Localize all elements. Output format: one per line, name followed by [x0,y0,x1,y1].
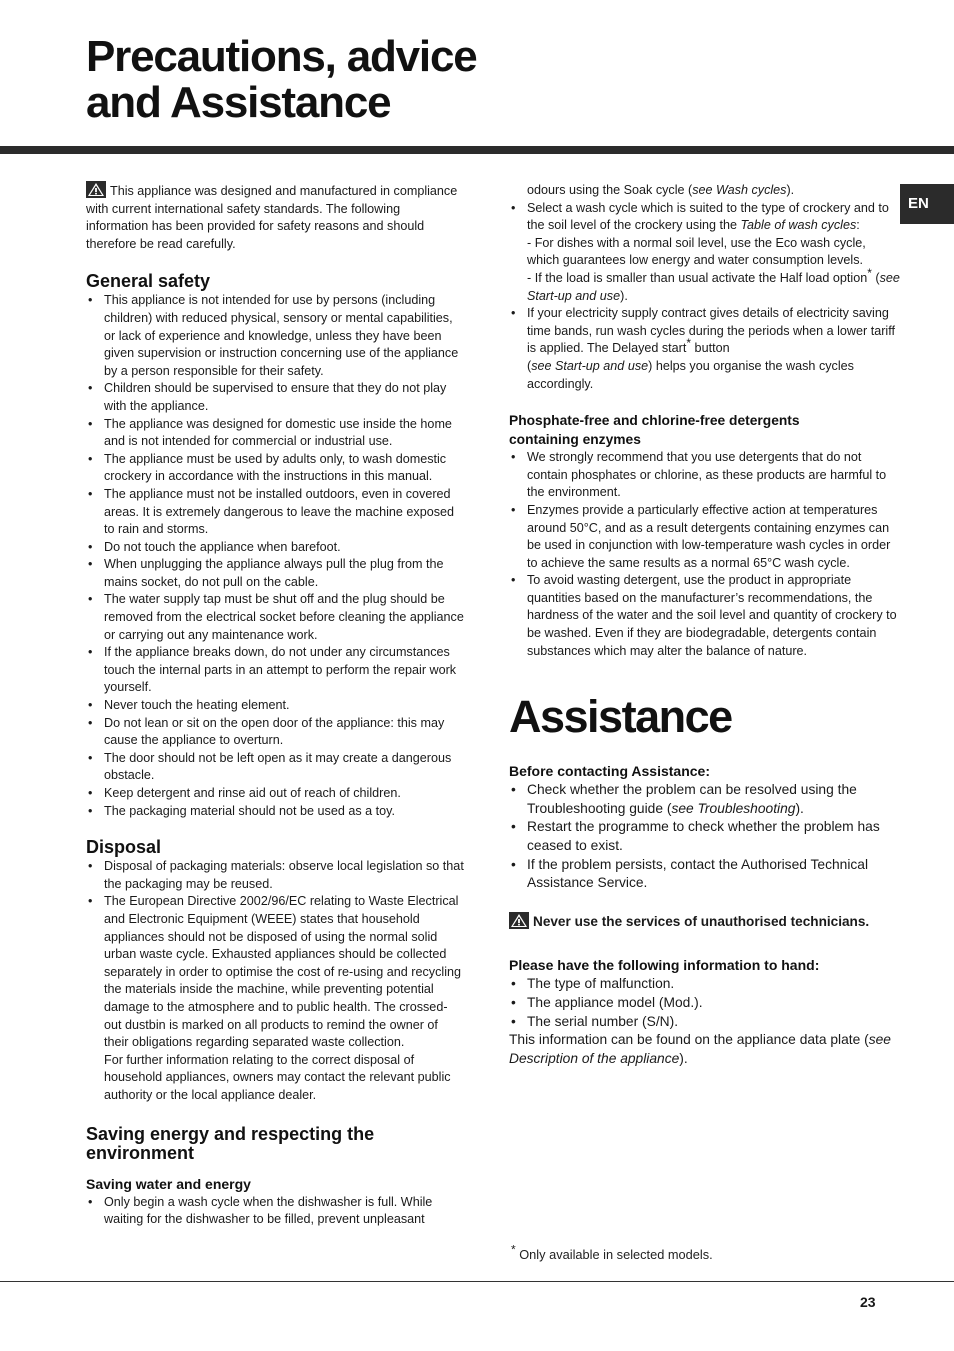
saving-water-heading: Saving water and energy [86,1175,251,1192]
list-item: • We strongly recommend that you use detergents that do not contain phosphates or chlorine, as these products are harmful to the environment. [509,449,901,502]
list-item: • The appliance model (Mod.). [509,994,901,1013]
disposal-heading: Disposal [86,837,162,858]
footnote-text: Only available in selected models. [515,1247,713,1262]
plate-text: This information can be found on the appliance data plate ( [509,1032,869,1048]
footnote [511,1242,713,1262]
check-close: ). [795,800,804,816]
half-load-text [527,265,901,305]
list-item: • The water supply tap must be shut off and the plug should be removed from the electrical socket before cleaning the appliance or carrying out any maintenance work. [86,591,464,644]
list-item: • If the appliance breaks down, do not under any circumstances touch the internal parts in an attempt to perform the repair work yourself. [86,644,464,697]
list-item: • The appliance must not be installed outdoors, even in covered areas. It is extremely dangerous to leave the machine exposed to rain and storms. [86,486,464,539]
general-safety-list [86,292,464,820]
page-number: 23 [860,1294,876,1310]
list-item: • The packaging material should not be used as a toy. [86,803,464,821]
list-item [509,781,901,818]
list-item: • When unplugging the appliance always pull the plug from the mains socket, do not pull on the cable. [86,556,464,591]
list-item: • Restart the programme to check whether the problem has ceased to exist. [509,818,901,855]
select-cycle-text: Select a wash cycle which is suited to the type of crockery and to the soil level of the crockery using the [527,200,889,233]
open-paren: ( [871,270,880,285]
list-item: • This appliance is not intended for use by persons (including children) with reduced physical, sensory or mental capabilities, or lack of experience and knowledge, unless they have been given supervision or instruction concerning use of the appliance by a person responsible for their safety. [86,292,464,380]
weee-text: The European Directive 2002/96/EC relating to Waste Electrical and Electronic Equipment (WEEE) states that household appliances should not be disposed of using the normal solid urban waste cycle. Exhausted appliances should be collected separately in order to optimise the cost of re-using and recycling the materials inside the machine, while preventing potential damage to the atmosphere and to public health. The crossed-out dustbin is marked on all products to remind the owner of their obligations regarding separated waste collection. [104,894,462,1050]
tariff-close: ) helps you organise the wash cycles accordingly. [527,358,854,391]
weee-extra-text: For further information relating to the correct disposal of household appliances, owners may contact the relevant public authority or the local appliance dealer. [104,1052,451,1102]
language-tab: EN [900,184,954,224]
right-column [509,182,901,1068]
list-item: • The serial number (S/N). [509,1013,901,1032]
phosphate-list [509,449,901,660]
general-safety-heading: General safety [86,271,211,292]
eco-cycle-text: - For dishes with a normal soil level, use the Eco wash cycle, which guarantees low energy and water consumption levels. [527,235,866,268]
warning-triangle-icon [86,181,106,198]
intro-paragraph [86,181,464,253]
warning-triangle-icon [509,912,529,929]
disposal-list [86,858,464,1104]
troubleshooting-reference: see Troubleshooting [671,800,796,816]
list-item: • Do not touch the appliance when barefoot. [86,539,464,557]
intro-text: This appliance was designed and manufactured in compliance with current international safety standards. The following information has been provided for safety reasons and should therefore be read carefully. [86,184,458,251]
list-item: • The door should not be left open as it may create a dangerous obstacle. [86,750,464,785]
plate-close: ). [679,1050,688,1066]
tariff-text: If your electricity supply contract gives details of electricity saving time bands, run wash cycles during the periods when a lower tariff is applied. The Delayed start [527,306,895,356]
page-title-line-2: and Assistance [86,78,391,127]
select-cycle-colon: : [856,218,860,233]
energy-list [86,1194,464,1229]
list-item [509,200,901,306]
list-item: • The type of malfunction. [509,975,901,994]
energy-heading: Saving energy and respecting the environment [86,1123,375,1163]
start-up-reference: see Start-up and use [527,270,900,303]
technician-warning [509,912,901,931]
asterisk-mark: * [686,336,692,351]
soak-text: odours using the Soak cycle ( [527,183,693,197]
list-item: • Disposal of packaging materials: observe local legislation so that the packaging may be reused. [86,858,464,893]
info-list [509,975,901,1031]
check-text: Check whether the problem can be resolved using the Troubleshooting guide ( [527,782,857,816]
list-item [509,305,901,393]
appliance-description-reference: see Description of the appliance [509,1032,891,1066]
footer-rule [0,1281,954,1282]
list-item: • To avoid wasting detergent, use the product in appropriate quantities based on the manufacturer’s recommendations, the hardness of the water and the soil level and quantity of crockery to be washed. Even if they are biodegradable, detergents contain substances which may alter the balance of nature. [509,572,901,660]
list-item: • Never touch the heating element. [86,697,464,715]
before-contacting-heading: Before contacting Assistance: [509,763,710,780]
wash-table-reference: Table of wash cycles [740,218,857,233]
info-heading: Please have the following information to hand: [509,957,820,974]
before-contacting-list [509,781,901,893]
phosphate-heading: Phosphate-free and chlorine-free detergents containing enzymes [509,413,800,448]
list-item [86,893,464,1104]
technician-warning-text: Never use the services of unauthorised technicians. [533,913,870,929]
left-column [86,181,464,1229]
list-item: • The appliance must be used by adults only, to wash domestic crockery in accordance with the instructions in this manual. [86,451,464,486]
page-title-line-1: Precautions, advice [86,32,477,81]
data-plate-text [509,1031,901,1068]
list-item: • Keep detergent and rinse aid out of reach of children. [86,785,464,803]
assistance-title: Assistance [509,691,732,743]
asterisk-mark: * [867,265,872,280]
page-title [86,34,477,126]
list-item: • Only begin a wash cycle when the dishwasher is full. While waiting for the dishwasher to be filled, prevent unpleasant [86,1194,464,1229]
close-paren: ). [620,288,628,303]
list-item: • Children should be supervised to ensure that they do not play with the appliance. [86,380,464,415]
footnote-asterisk: * [511,1242,516,1257]
energy-list-continued [509,200,901,394]
list-item: • Enzymes provide a particularly effective action at temperatures around 50°C, and as a result detergents containing enzymes can be used in conjunction with low-temperature wash cycles in order to achieve the same results as a normal 65°C wash cycle. [509,502,901,572]
tariff-button-text: button [691,341,730,356]
list-item: • The appliance was designed for domestic use inside the home and is not intended for commercial or industrial use. [86,416,464,451]
list-item: • Do not lean or sit on the open door of the appliance: this may cause the appliance to overturn. [86,715,464,750]
soak-close: ). [786,183,795,197]
list-item: • If the problem persists, contact the Authorised Technical Assistance Service. [509,856,901,893]
start-up-reference: see Start-up and use [531,358,649,373]
half-load-main: - If the load is smaller than usual activate the Half load option [527,270,868,285]
header-rule [0,146,954,154]
open-paren: ( [527,358,532,373]
wash-cycles-reference: see Wash cycles [692,183,787,197]
soak-continuation [509,182,901,200]
